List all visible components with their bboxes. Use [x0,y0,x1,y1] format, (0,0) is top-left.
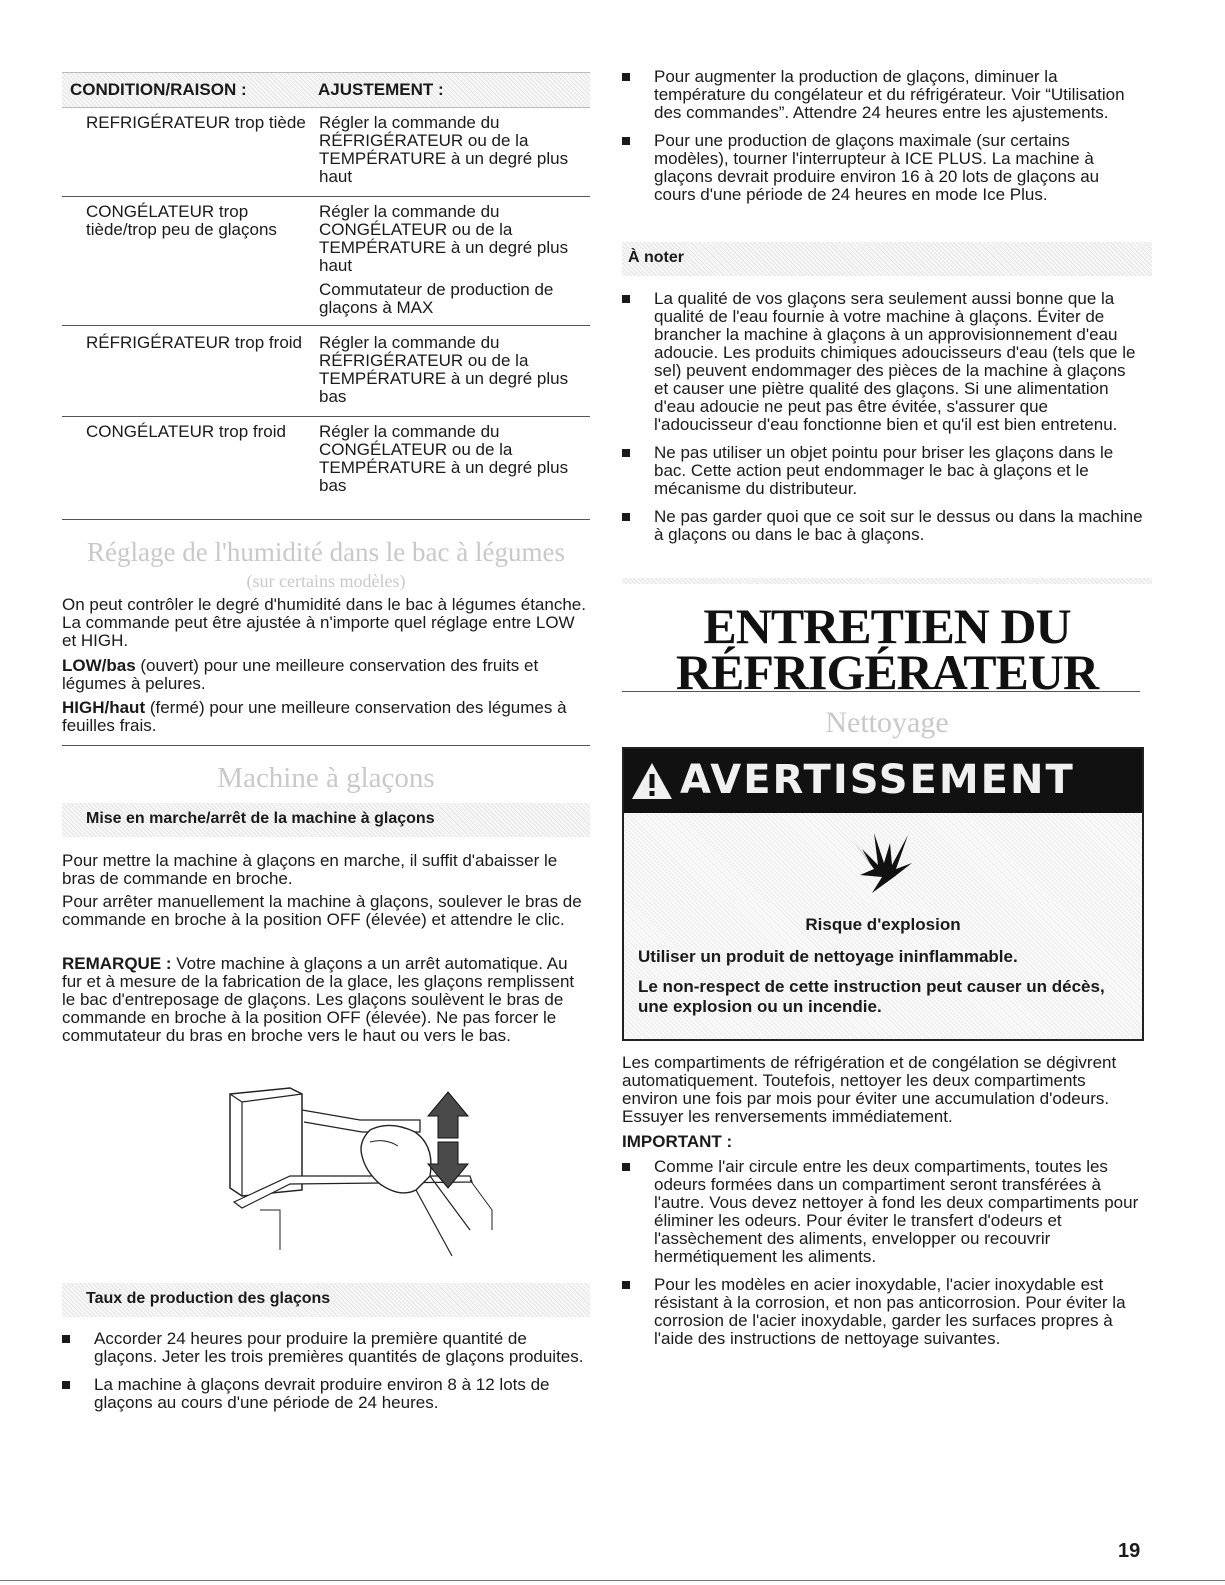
section-divider [622,578,1152,584]
title-divider [622,691,1140,692]
section-divider [62,745,590,746]
list-item: La qualité de vos glaçons sera seulement aussi bonne que la qualité de l'eau fournie à votre machine à glaçons. Éviter de brancher la machine à glaçons à un approvisionnement d'eau adoucie. Les produits chimiques adoucisseurs d'eau (tels que le sel) peuvent endommager des pièces de la machine à glaçons et causer une piètre qualité des glaçons. Si une alimentation d'eau adoucie ne peut pas être évitée, s'assurer que l'adoucisseur d'eau fonctionne bien et qu'il est bien entretenu. [622,290,1144,434]
note-heading: À noter [628,249,684,266]
explosion-icon [842,819,922,899]
note-label: REMARQUE : [62,954,172,973]
list-item: Comme l'air circule entre les deux compartiments, toutes les odeurs formées dans un compartiment seront transférées à l'autre. Vous devez nettoyer à fond les deux compartiments pour éliminer les odeurs. Pour éviter le transfert d'odeurs et l'assèchement des aliments, envelopper ou recouvrir hermétiquement les aliments. [622,1158,1144,1266]
table-row [62,203,590,326]
warning-header [624,749,1142,813]
bottom-border [0,1580,1225,1581]
list-item: La machine à glaçons devrait produire environ 8 à 12 lots de glaçons au cours d'une période de 24 heures. [62,1376,590,1412]
high-text: (fermé) pour une meilleure conservation des légumes à feuilles frais. [62,698,567,735]
icemaker-illustration [220,1080,510,1270]
humidity-section-subtitle: (sur certains modèles) [246,571,406,591]
warning-label: AVERTISSEMENT [680,757,1075,803]
warning-instruction: Utiliser un produit de nettoyage ininflammable. [638,947,1018,966]
adjustment-text: Commutateur de production de glaçons à MAX [319,280,554,317]
main-title-line2: RÉFRIGÉRATEUR [675,644,1099,700]
page-number: 19 [1118,1540,1141,1562]
row-adjustment [319,334,581,412]
rate-bullet-list [62,1330,590,1422]
row-condition: RÉFRIGÉRATEUR trop froid [86,333,303,352]
table-row [62,423,590,520]
humidity-high-paragraph [62,699,590,735]
warning-triangle-icon [630,761,674,801]
note-bullet-list [622,290,1144,554]
condition-column-header: CONDITION/RAISON : [70,80,247,99]
rate-heading-bar [62,1283,590,1317]
note-text: Votre machine à glaçons a un arrêt automatique. Au fur et à mesure de la fabrication de la glace, les glaçons remplissent le bac d'entreposage de glaçons. Les glaçons soulèvent le bras de commande en broche à la position OFF (élevée). Ne pas forcer le commutateur du bras en broche vers le haut ou vers le bas. [62,954,575,1045]
humidity-low-paragraph [62,657,590,693]
icemaker-paragraph: Pour mettre la machine à glaçons en marche, il suffit d'abaisser le bras de commande en broche. [62,851,558,888]
cleaning-paragraph: Les compartiments de réfrigération et de congélation se dégivrent automatiquement. Toutefois, nettoyer les deux compartiments environ une fois par mois pour éviter une accumulation d'odeurs. Essuyer les renversements immédiatement. [622,1053,1117,1126]
important-label: IMPORTANT : [622,1132,733,1151]
adjustment-text: Régler la commande du RÉFRIGÉRATEUR ou de la TEMPÉRATURE à un degré plus haut [319,113,569,186]
warning-text-area [624,903,1142,1039]
row-condition: CONGÉLATEUR trop froid [86,422,286,441]
row-condition: CONGÉLATEUR trop tiède/trop peu de glaçons [86,202,277,239]
note-heading-bar [622,242,1152,276]
adjustment-text: Régler la commande du CONGÉLATEUR ou de la TEMPÉRATURE à un degré plus bas [319,422,569,495]
warning-consequence: Le non-respect de cette instruction peut causer un décès, une explosion ou un incendie. [638,977,1105,1016]
warning-risk: Risque d'explosion [805,915,961,934]
main-title-line1: ENTRETIEN DU [703,598,1071,654]
row-condition: REFRIGÉRATEUR trop tiède [86,113,306,132]
icemaker-note [62,955,590,1045]
list-item: Ne pas garder quoi que ce soit sur le dessus ou dans la machine à glaçons ou dans le bac à glaçons. [622,508,1144,544]
important-bullet-list [622,1158,1144,1358]
humidity-section-title: Réglage de l'humidité dans le bac à légumes [87,537,565,567]
adjustment-text: Régler la commande du RÉFRIGÉRATEUR ou de la TEMPÉRATURE à un degré plus bas [319,333,569,406]
table-row [62,114,590,197]
table-row [62,334,590,417]
list-item: Ne pas utiliser un objet pointu pour briser les glaçons dans le bac. Cette action peut endommager le bac à glaçons et le mécanisme du distributeur. [622,444,1144,498]
humidity-intro: On peut contrôler le degré d'humidité dans le bac à légumes étanche. La commande peut être ajustée à n'importe quel réglage entre LOW et HIGH. [62,595,586,650]
production-bullet-list [622,68,1144,214]
icemaker-paragraph: Pour arrêter manuellement la machine à glaçons, soulever le bras de commande en broche à la position OFF (élevée) et attendre le clic. [62,892,582,929]
list-item: Pour augmenter la production de glaçons, diminuer la température du congélateur et du réfrigérateur. Voir “Utilisation des commandes”. Attendre 24 heures entre les ajustements. [622,68,1144,122]
high-label: HIGH/haut [62,698,146,717]
onoff-heading: Mise en marche/arrêt de la machine à glaçons [86,810,435,827]
list-item: Pour les modèles en acier inoxydable, l'acier inoxydable est résistant à la corrosion, et non pas anticorrosion. Pour éviter la corrosion de l'acier inoxydable, garder les surfaces propres à l'aide des instructions de nettoyage suivantes. [622,1276,1144,1348]
cleaning-section-title: Nettoyage [825,706,949,739]
list-item: Accorder 24 heures pour produire la première quantité de glaçons. Jeter les trois premières quantités de glaçons produites. [62,1330,590,1366]
low-text: (ouvert) pour une meilleure conservation des fruits et légumes à pelures. [62,656,539,693]
onoff-heading-bar [62,803,590,837]
icemaker-section-title: Machine à glaçons [217,762,435,794]
row-adjustment [319,423,581,501]
table-header [62,72,590,108]
rate-heading: Taux de production des glaçons [86,1290,331,1307]
list-item: Pour une production de glaçons maximale (sur certains modèles), tourner l'interrupteur à ICE PLUS. La machine à glaçons devrait produire environ 16 à 20 lots de glaçons au cours d'une période de 24 heures en mode Ice Plus. [622,132,1144,204]
warning-icon-area [624,813,1142,904]
adjustment-column-header: AJUSTEMENT : [318,80,444,99]
row-adjustment [319,114,581,192]
low-label: LOW/bas [62,656,136,675]
warning-box [622,747,1144,1041]
row-adjustment [319,203,581,323]
adjustment-text: Régler la commande du CONGÉLATEUR ou de la TEMPÉRATURE à un degré plus haut [319,202,569,275]
